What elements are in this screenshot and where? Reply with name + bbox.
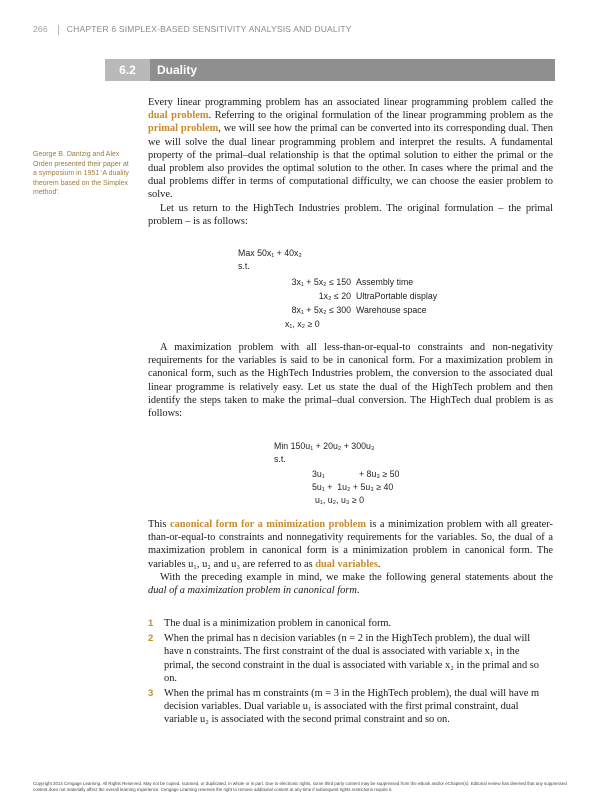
section-title: Duality bbox=[150, 59, 555, 81]
body-text-top bbox=[148, 96, 553, 228]
header-divider bbox=[58, 25, 59, 35]
section-number: 6.2 bbox=[105, 59, 150, 81]
copyright-footer: Copyright 2014 Cengage Learning. All Rights Reserved. May not be copied, scanned, or duplicated, in whole or in part. Due to electronic rights, some third party content may be suppressed from the eBook and/or eChapter(s). Editorial review has deemed that any suppressed content does not materially affect the overall learning experience. Cengage Learning reserves the right to remove additional content at any time if subsequent rights restrictions require it. bbox=[33, 781, 567, 792]
paragraph-min-canonical bbox=[148, 518, 553, 571]
dual-st: s.t. bbox=[274, 454, 286, 465]
list-item bbox=[148, 617, 543, 630]
primal-st: s.t. bbox=[238, 261, 250, 272]
para1-text-b: . Referring to the original formulation of the linear programming problem as the bbox=[208, 110, 553, 122]
para5-emphasis: dual of a maximization problem in canonical form bbox=[148, 585, 357, 597]
section-heading bbox=[105, 59, 555, 81]
primal-objective: Max 50x₁ + 40x₂ bbox=[238, 248, 302, 258]
list-item bbox=[148, 687, 543, 727]
primal-constraint-1-label: Assembly time bbox=[356, 277, 414, 287]
running-header bbox=[33, 24, 352, 35]
dual-constraint-1: 3u₁ + 8u₃ ≥ 50 bbox=[312, 469, 400, 479]
page-number: 266 bbox=[33, 24, 48, 34]
chapter-title: CHAPTER 6 SIMPLEX-BASED SENSITIVITY ANALYSIS AND DUALITY bbox=[66, 24, 352, 34]
primal-formulation bbox=[238, 247, 302, 273]
paragraph-general bbox=[148, 571, 553, 597]
margin-note: George B. Dantzig and Alex Orden presented their paper at a symposium in 1951 'A duality theorem based on the Simplex method'. bbox=[33, 151, 129, 197]
primal-constraint-2: 1x₂ ≤ 20 bbox=[318, 291, 351, 301]
dual-formulation bbox=[274, 440, 374, 466]
paragraph-intro bbox=[148, 96, 553, 202]
primal-nonnegativity: x₁, x₂ ≥ 0 bbox=[285, 319, 320, 329]
list-item-number: 3 bbox=[148, 688, 154, 700]
list-item-text: The dual is a minimization problem in canonical form. bbox=[164, 618, 392, 629]
primal-constraints bbox=[238, 276, 468, 332]
primal-constraint-2-label: UltraPortable display bbox=[356, 291, 438, 301]
paragraph-hightech: Let us return to the HighTech Industries problem. The original formulation – the primal problem – is as follows: bbox=[148, 202, 553, 227]
list-item bbox=[148, 632, 543, 685]
list-item-number: 2 bbox=[148, 633, 154, 645]
dual-constraints bbox=[312, 468, 399, 508]
paragraph-canonical: A maximization problem with all less-than-or-equal-to constraints and non-negativity requirements for the variables is said to be in canonical form. For a maximization problem in canonical form, such as the HighTech Industries problem, the conversion to the associated dual linear programme is relatively easy. Let us state the dual of the HighTech problem and then identify the steps taken to make the primal–dual conversion. The HighTech dual problem is as follows: bbox=[148, 342, 553, 420]
body-text-lower bbox=[148, 518, 553, 597]
statement-list bbox=[148, 617, 543, 729]
term-canonical-min: canonical form for a minimization problem bbox=[169, 519, 366, 530]
list-item-number: 1 bbox=[148, 618, 154, 629]
term-dual-problem: dual problem bbox=[148, 110, 209, 122]
para4-text-b: is a minimization problem with all greater-than-or-equal-to constraints and nonnegativity requirements for the variables. So, the dual of a maximization problem in canonical form is a minimization problem in canonical form. The variables u₁, u₂ and u₃ are referred to as bbox=[148, 519, 553, 570]
body-text-middle bbox=[148, 341, 553, 420]
para1-text-a: Every linear programming problem has an associated linear programming problem called the bbox=[148, 97, 553, 108]
term-dual-variables: dual variables bbox=[315, 558, 378, 570]
dual-objective: Min 150u₁ + 20u₂ + 300u₃ bbox=[274, 441, 375, 451]
list-item-text: When the primal has m constraints (m = 3 in the HighTech problem), the dual will have m decision variables. Dual variable u₁ is associated with the first primal constraint, dual variable u₂ is associated with the second primal constraint and so on. bbox=[164, 688, 540, 726]
primal-constraint-1: 3x₁ + 5x₂ ≤ 150 bbox=[291, 277, 351, 287]
para4-text-a: This bbox=[148, 519, 170, 530]
term-primal-problem: primal problem bbox=[148, 123, 219, 135]
primal-constraint-3-label: Warehouse space bbox=[356, 305, 427, 315]
dual-nonnegativity: u₁, u₂, u₃ ≥ 0 bbox=[315, 495, 365, 506]
para1-text-c: , we will see how the primal can be converted into its corresponding dual. Then we will solve the dual linear programming problem and interpret the results. A fundamental property of the primal–dual relationship is that the optimal solution to either the primal or the dual problem also provides the optimal solution to the other. In cases where the primal and the dual problems differ in terms of computational difficulty, we can choose the easier problem to solve. bbox=[148, 123, 553, 201]
primal-constraint-3: 8x₁ + 5x₂ ≤ 300 bbox=[291, 305, 351, 315]
para5-text-b: . bbox=[356, 585, 360, 597]
para5-text-a: With the preceding example in mind, we make the following general statements about the bbox=[160, 571, 553, 583]
dual-constraint-2: 5u₁ + 1u₂ + 5u₃ ≥ 40 bbox=[312, 482, 394, 493]
para4-text-c: . bbox=[377, 558, 381, 570]
list-item-text: When the primal has n decision variables (n = 2 in the HighTech problem), the dual will have n constraints. The first constraint of the dual is associated with variable x₁ in the primal, the second constraint in the dual is associated with variable x₂ in the primal and so on. bbox=[164, 633, 539, 684]
